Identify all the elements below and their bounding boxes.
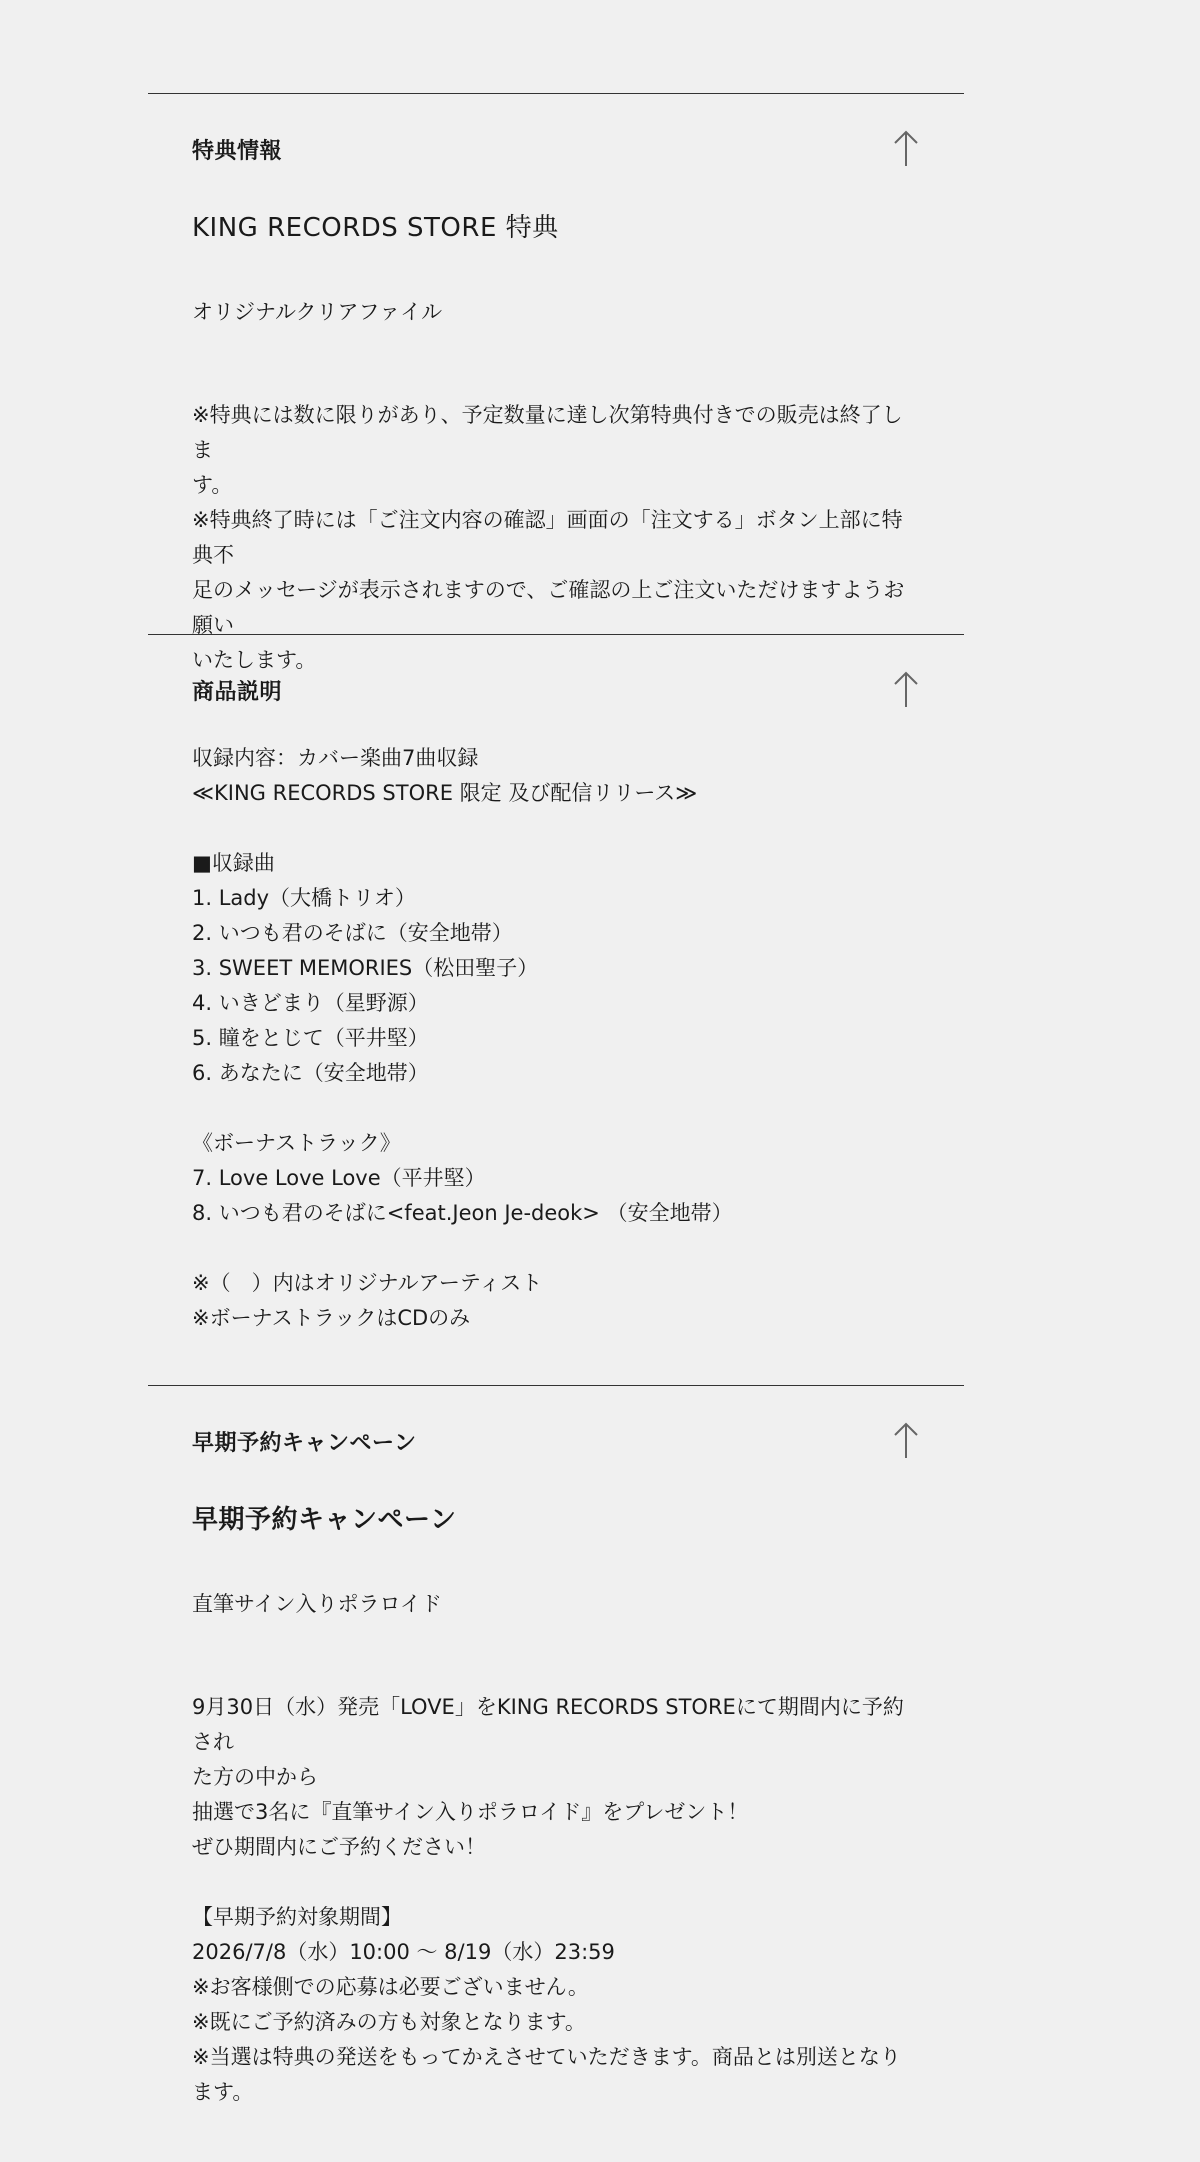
campaign-notes: 9月30日（水）発売「LOVE」をKING RECORDS STOREにて期間内に予約され た方の中から 抽選で3名に『直筆サイン入りポラロイド』をプレゼント！ ぜひ期間内にご予約ください！ 【早期予約対象期間】 2026/7/8（水）10:00 〜 8/19（水）23:59 ※お客様側での応募は必要ございません。 ※既にご予約済みの方も対象となります。 ※当選は特典の発送をもってかえさせていただきます。商品とは別送となります。 — [192, 1695, 904, 2104]
bonus-notes: ※特典には数に限りがあり、予定数量に達し次第特典付きでの販売は終了しま す。 ※特典終了時には「ご注文内容の確認」画面の「注文する」ボタン上部に特典不 足のメッセージが表示されますので、ご確認の上ご注文いただけますようお願い いたします。 — [192, 403, 905, 672]
up-arrow-icon[interactable] — [892, 1420, 920, 1460]
bonus-item: オリジナルクリアファイル — [192, 300, 443, 324]
product-details — [148, 93, 964, 2104]
bonus-heading: KING RECORDS STORE 特典 — [192, 213, 559, 243]
section-header — [148, 635, 964, 727]
campaign-heading: 早期予約キャンペーン — [192, 1505, 457, 1535]
section-title: 商品説明 — [192, 680, 283, 705]
campaign-item: 直筆サイン入りポラロイド — [192, 1592, 442, 1616]
section-bonus-info — [148, 93, 964, 672]
up-arrow-icon[interactable] — [892, 128, 920, 168]
section-early-campaign — [148, 1385, 964, 2104]
section-header — [148, 1386, 964, 1478]
up-arrow-icon[interactable] — [892, 669, 920, 709]
section-body — [148, 1500, 964, 2110]
section-description — [148, 634, 964, 1385]
section-body — [148, 208, 964, 678]
section-body — [148, 741, 964, 1336]
section-title: 早期予約キャンペーン — [192, 1431, 417, 1456]
section-title: 特典情報 — [192, 139, 283, 164]
section-header — [148, 94, 964, 186]
product-description: 収録内容：カバー楽曲7曲収録 ≪KING RECORDS STORE 限定 及び配信リリース≫ ■収録曲 1. Lady（大橋トリオ） 2. いつも君のそばに（安全地帯） 3. SWEET MEMORIES（松田聖子） 4. いきどまり（星野源） 5. 瞳をとじて（平井堅） 6. あなたに（安全地帯） 《ボーナストラック》 7. Love Love Love（平井堅） 8. いつも君のそばに<feat.Jeon Je-deok> （安全地帯） ※（ ）内はオリジナルアーティスト ※ボーナストラックはCDのみ — [192, 746, 733, 1330]
